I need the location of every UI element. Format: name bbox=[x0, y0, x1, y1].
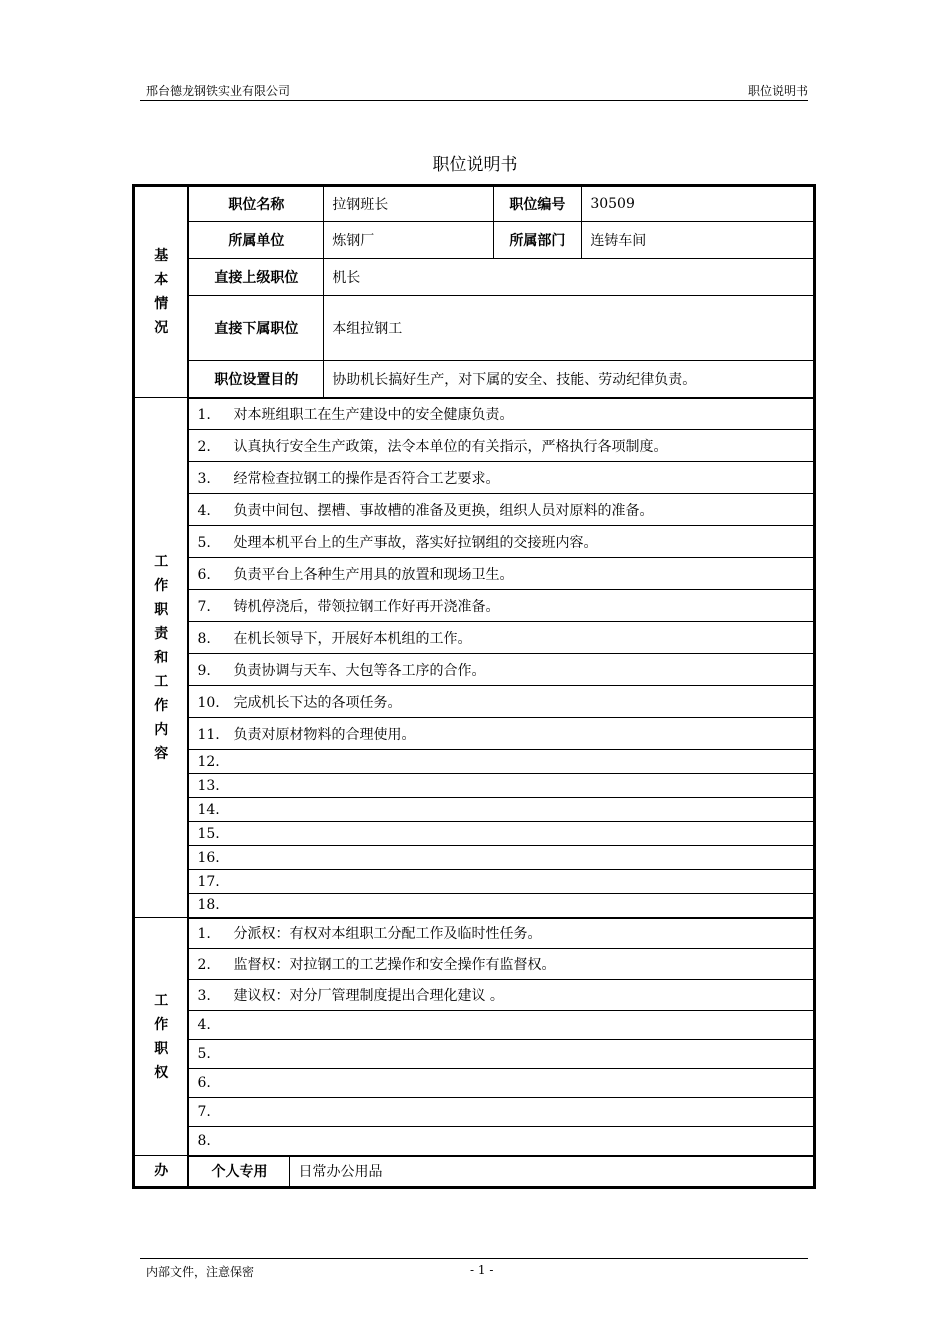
item-text: 处理本机平台上的生产事故，落实好拉钢组的交接班内容。 bbox=[233, 534, 598, 551]
duties-item bbox=[188, 718, 814, 750]
section-duties: 工 作 职 责 和 工 作 内 容 bbox=[134, 398, 189, 918]
duties-item bbox=[188, 822, 814, 846]
item-number: 7. bbox=[197, 1104, 211, 1120]
item-text: 负责协调与天车、大包等各工序的合作。 bbox=[233, 662, 486, 679]
item-number: 1. bbox=[197, 406, 211, 423]
item-text: 在机长领导下，开展好本机组的工作。 bbox=[233, 630, 472, 647]
item-text: 负责中间包、摆槽、事故槽的准备及更换，组织人员对原料的准备。 bbox=[233, 502, 654, 519]
duties-item bbox=[188, 398, 814, 430]
item-text: 经常检查拉钢工的操作是否符合工艺要求。 bbox=[233, 470, 500, 487]
item-text: 完成机长下达的各项任务。 bbox=[233, 694, 402, 711]
position-code-label: 职位编号 bbox=[493, 186, 582, 222]
office-personal-value: 日常办公用品 bbox=[290, 1156, 815, 1188]
dept-label: 所属部门 bbox=[493, 222, 582, 259]
section-basic-info: 基 本 情 况 bbox=[134, 186, 189, 398]
section-office: 办 bbox=[134, 1156, 189, 1188]
duties-item bbox=[188, 590, 814, 622]
section-authority: 工 作 职 权 bbox=[134, 918, 189, 1156]
item-text: 负责对原材物料的合理使用。 bbox=[233, 726, 416, 743]
position-name-label: 职位名称 bbox=[188, 186, 323, 222]
item-number: 17. bbox=[197, 873, 220, 890]
subordinate-label: 直接下属职位 bbox=[188, 296, 323, 361]
item-number: 4. bbox=[197, 1017, 211, 1033]
item-text: 认真执行安全生产政策，法令本单位的有关指示，严格执行各项制度。 bbox=[233, 438, 668, 455]
item-number: 15. bbox=[197, 825, 220, 842]
authority-item bbox=[188, 1098, 814, 1127]
item-number: 2. bbox=[197, 438, 211, 455]
duties-item bbox=[188, 798, 814, 822]
duties-item bbox=[188, 462, 814, 494]
duties-item bbox=[188, 774, 814, 798]
authority-item bbox=[188, 980, 814, 1011]
office-personal-label: 个人专用 bbox=[188, 1156, 290, 1188]
item-text: 分派权：有权对本组职工分配工作及临时性任务。 bbox=[233, 926, 542, 943]
item-number: 2. bbox=[197, 957, 211, 973]
duties-item bbox=[188, 558, 814, 590]
item-number: 8. bbox=[197, 630, 211, 647]
item-number: 8. bbox=[197, 1132, 211, 1149]
duties-item bbox=[188, 622, 814, 654]
page-number: - 1 - bbox=[470, 1263, 494, 1277]
duties-item bbox=[188, 686, 814, 718]
item-number: 10. bbox=[197, 694, 220, 711]
item-number: 3. bbox=[197, 988, 211, 1004]
company-name: 邢台德龙钢铁实业有限公司 bbox=[146, 84, 291, 98]
authority-item bbox=[188, 1011, 814, 1040]
duties-item bbox=[188, 870, 814, 894]
document-title: 职位说明书 bbox=[432, 155, 518, 175]
position-name-value: 拉钢班长 bbox=[324, 186, 493, 222]
header-doc-type: 职位说明书 bbox=[747, 84, 808, 98]
item-number: 7. bbox=[197, 598, 211, 615]
job-description-table bbox=[132, 184, 816, 1189]
item-text: 对本班组职工在生产建设中的安全健康负责。 bbox=[233, 406, 514, 423]
item-number: 18. bbox=[197, 897, 220, 914]
item-number: 6. bbox=[197, 566, 211, 583]
dept-value: 连铸车间 bbox=[582, 222, 815, 259]
item-number: 16. bbox=[197, 849, 220, 866]
item-number: 3. bbox=[197, 470, 211, 487]
duties-item bbox=[188, 526, 814, 558]
authority-item bbox=[188, 918, 814, 949]
subordinate-value: 本组拉钢工 bbox=[324, 296, 815, 361]
item-number: 13. bbox=[197, 777, 220, 794]
unit-value: 炼钢厂 bbox=[324, 222, 493, 259]
duties-item bbox=[188, 750, 814, 774]
page-footer bbox=[140, 1258, 808, 1279]
item-number: 12. bbox=[197, 753, 220, 770]
confidential-note: 内部文件，注意保密 bbox=[146, 1265, 255, 1279]
item-text: 建议权：对分厂管理制度提出合理化建议 。 bbox=[233, 988, 504, 1004]
item-number: 1. bbox=[197, 926, 211, 943]
authority-item bbox=[188, 1040, 814, 1069]
item-number: 14. bbox=[197, 801, 220, 818]
superior-label: 直接上级职位 bbox=[188, 259, 323, 296]
item-number: 4. bbox=[197, 502, 211, 519]
item-number: 9. bbox=[197, 662, 211, 679]
duties-item bbox=[188, 430, 814, 462]
item-text: 铸机停浇后，带领拉钢工作好再开浇准备。 bbox=[233, 598, 500, 615]
item-number: 6. bbox=[197, 1075, 211, 1091]
authority-item bbox=[188, 1127, 814, 1156]
item-number: 11. bbox=[197, 726, 220, 743]
unit-label: 所属单位 bbox=[188, 222, 323, 259]
item-number: 5. bbox=[197, 1046, 211, 1062]
purpose-value: 协助机长搞好生产，对下属的安全、技能、劳动纪律负责。 bbox=[324, 361, 815, 398]
duties-item bbox=[188, 846, 814, 870]
duties-item bbox=[188, 494, 814, 526]
superior-value: 机长 bbox=[324, 259, 815, 296]
authority-item bbox=[188, 949, 814, 980]
item-text: 监督权：对拉钢工的工艺操作和安全操作有监督权。 bbox=[233, 957, 556, 973]
page-header bbox=[140, 82, 808, 101]
duties-item bbox=[188, 894, 814, 918]
duties-item bbox=[188, 654, 814, 686]
item-text: 负责平台上各种生产用具的放置和现场卫生。 bbox=[233, 566, 514, 583]
position-code-value: 30509 bbox=[582, 186, 815, 222]
item-number: 5. bbox=[197, 534, 211, 551]
purpose-label: 职位设置目的 bbox=[188, 361, 323, 398]
authority-item bbox=[188, 1069, 814, 1098]
